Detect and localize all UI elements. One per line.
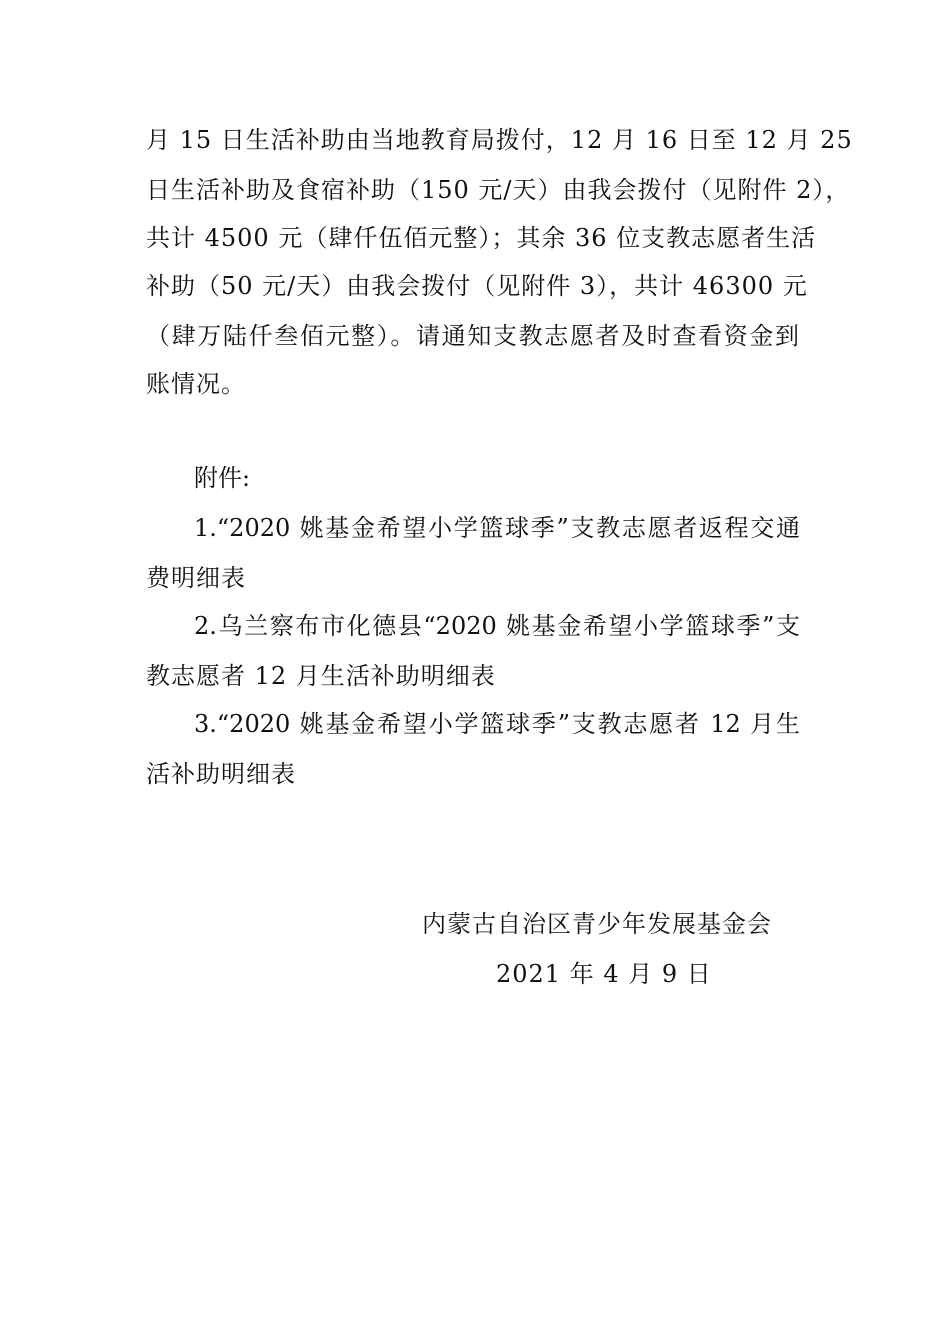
- attachment-item-1-line-1: 1.“2020 姚基金希望小学篮球季”支教志愿者返程交通: [194, 514, 800, 542]
- attachment-item-2-line-2: 教志愿者 12 月生活补助明细表: [146, 662, 496, 690]
- paragraph-line-1: 月 15 日生活补助由当地教育局拨付，12 月 16 日至 12 月 25: [146, 126, 853, 154]
- attachments-heading: 附件:: [194, 464, 251, 492]
- attachment-item-1-line-2: 费明细表: [146, 564, 246, 592]
- attachment-item-2-line-1: 2.乌兰察布市化德县“2020 姚基金希望小学篮球季”支: [194, 612, 800, 640]
- paragraph-line-4: 补助（50 元/天）由我会拨付（见附件 3），共计 46300 元: [146, 272, 808, 300]
- signature-date: 2021 年 4 月 9 日: [496, 960, 712, 988]
- signature-organization: 内蒙古自治区青少年发展基金会: [422, 910, 772, 938]
- attachment-item-3-line-1: 3.“2020 姚基金希望小学篮球季”支教志愿者 12 月生: [194, 710, 800, 738]
- paragraph-line-2: 日生活补助及食宿补助（150 元/天）由我会拨付（见附件 2），: [146, 176, 851, 204]
- attachment-item-3-line-2: 活补助明细表: [146, 760, 296, 788]
- paragraph-line-5: （肆万陆仟叁佰元整）。请通知支教志愿者及时查看资金到: [146, 322, 800, 350]
- paragraph-line-6: 账情况。: [146, 370, 246, 398]
- paragraph-line-3: 共计 4500 元（肆仟伍佰元整）；其余 36 位支教志愿者生活: [146, 224, 817, 252]
